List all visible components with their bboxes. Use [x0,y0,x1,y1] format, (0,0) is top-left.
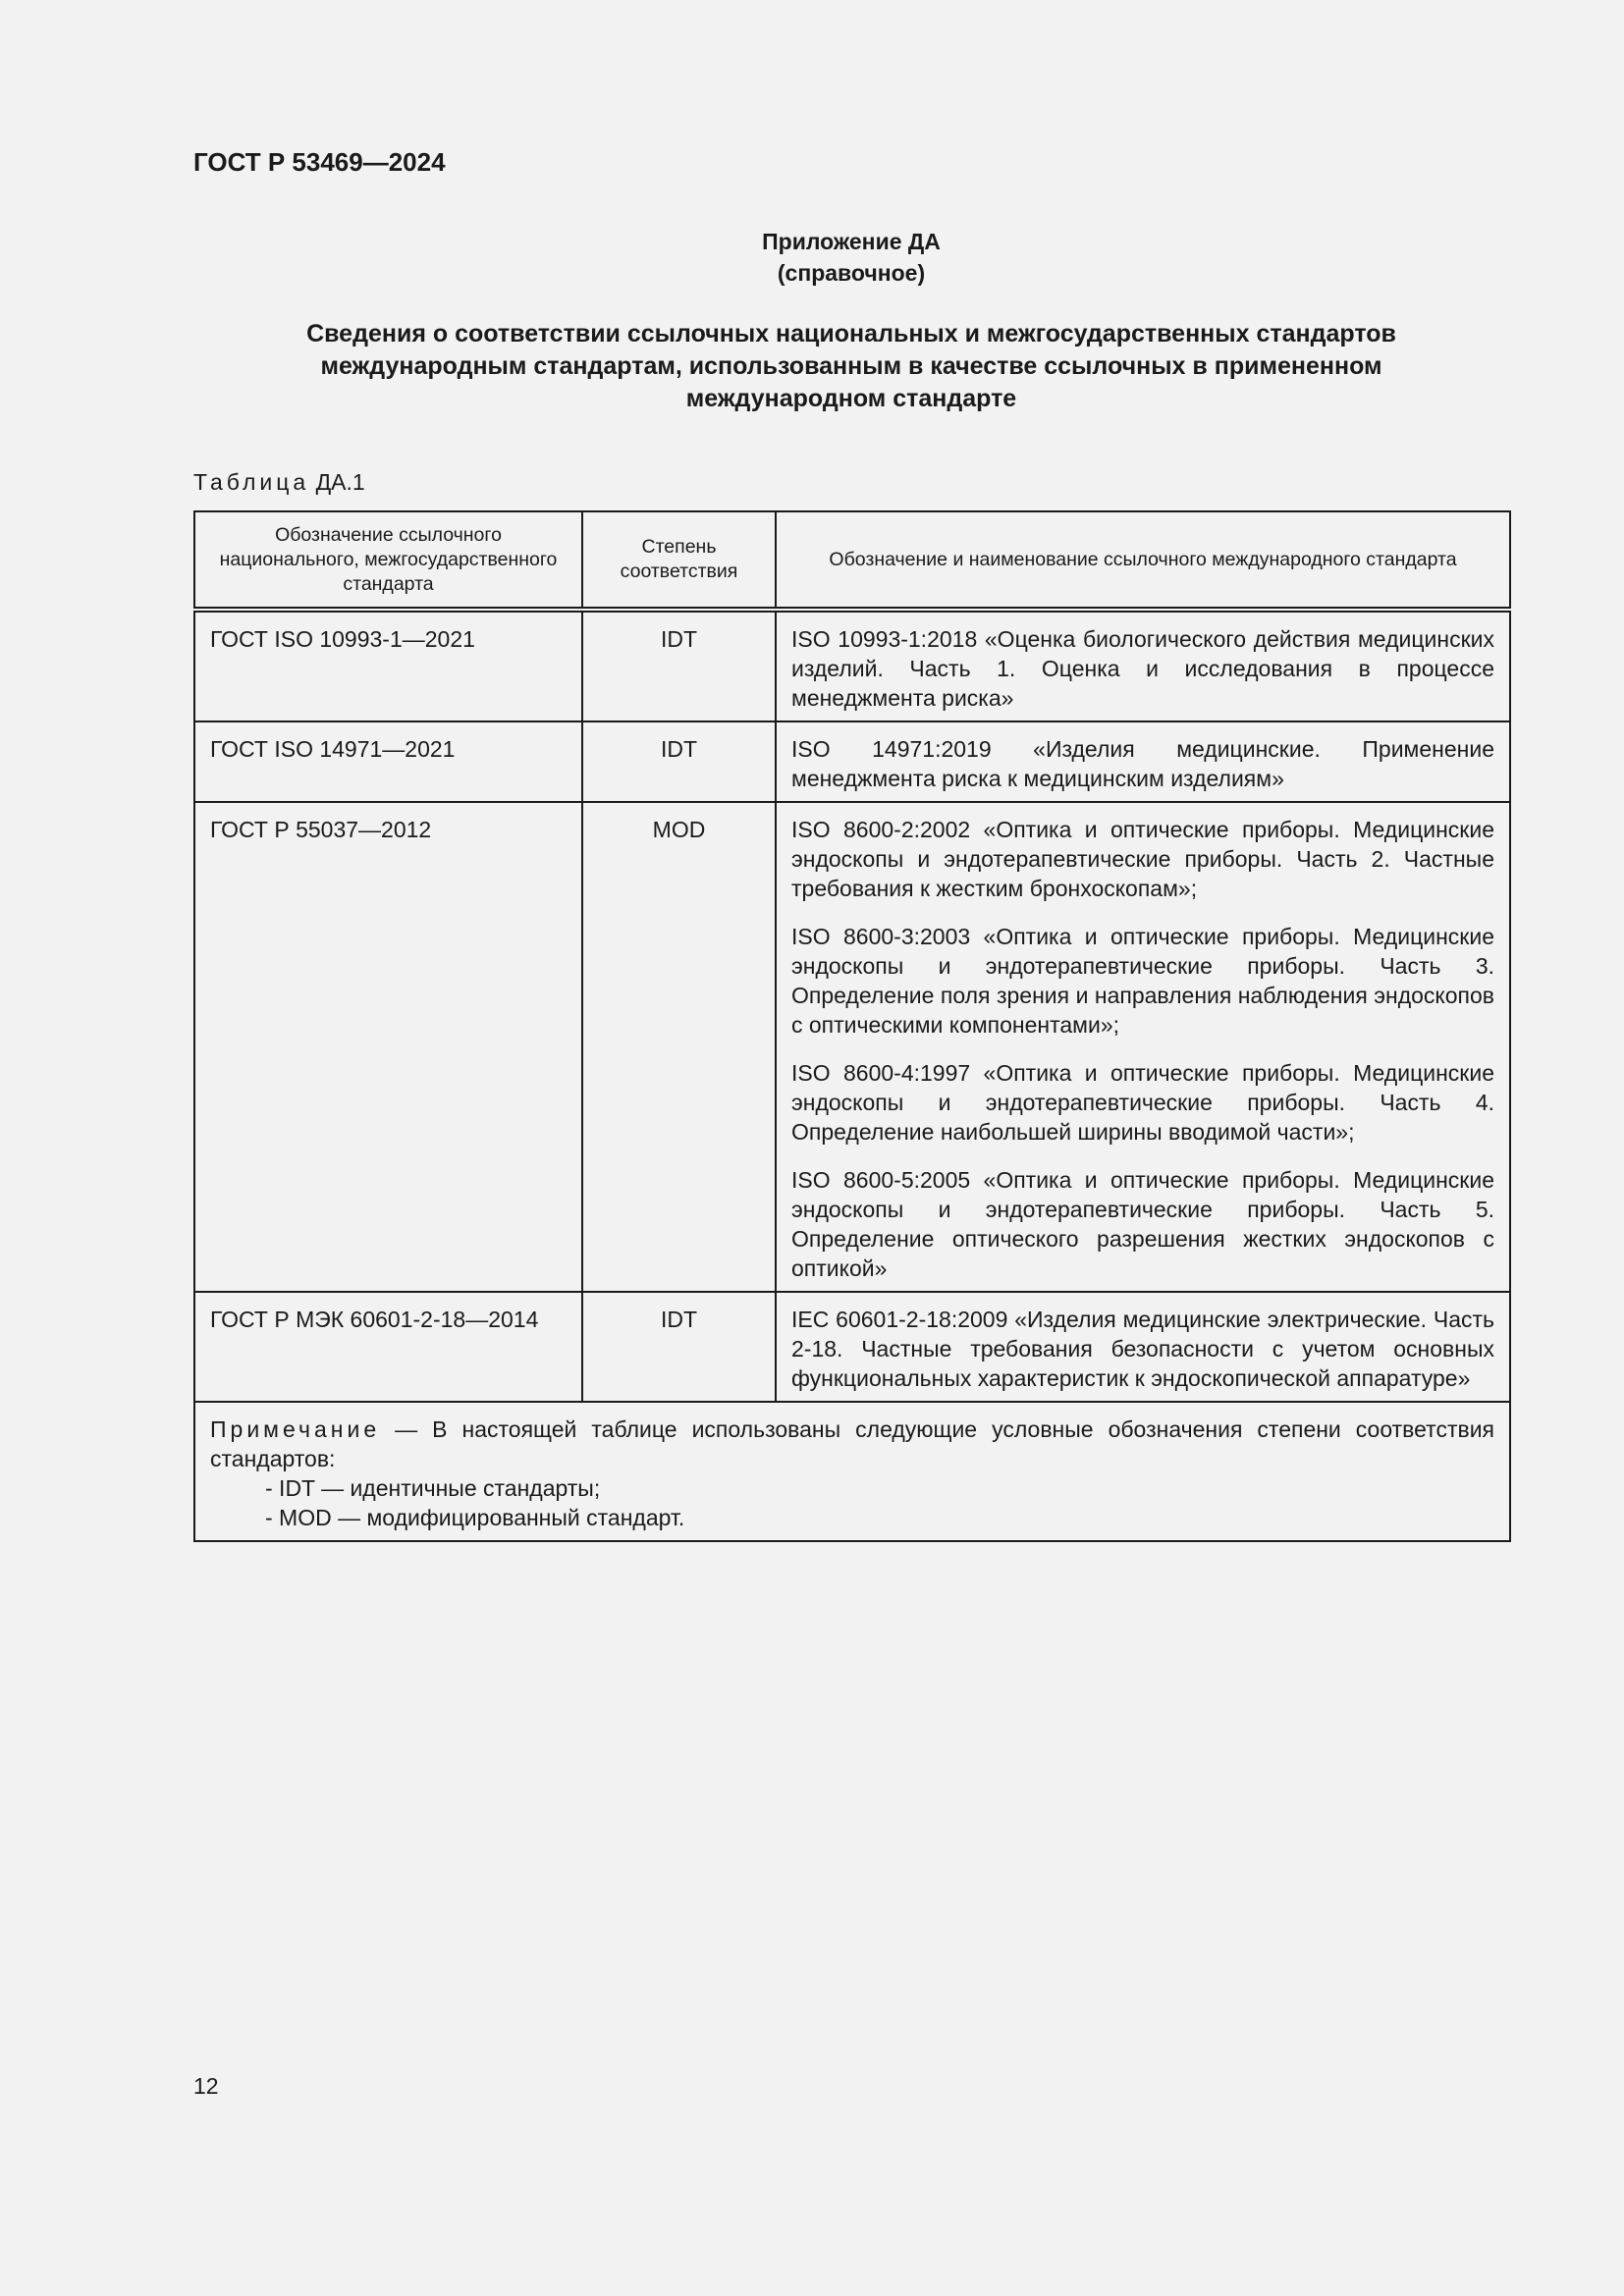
reference-text: IEC 60601-2-18:2009 «Изделия медицинские электрические. Часть 2-18. Частные требования безопасности с учетом основных функциональных характеристик к эндоскопической аппаратуре» [791,1307,1494,1391]
international-standard-cell [776,721,1510,802]
national-standard-cell: ГОСТ ISO 10993-1—2021 [194,610,582,721]
page-number: 12 [193,2073,219,2099]
reference-text: ISO 8600-2:2002 «Оптика и оптические приборы. Медицинские эндоскопы и эндотерапевтические приборы. Часть 2. Частные требования к жестким бронхоскопам»; [791,817,1494,901]
table-row [194,610,1510,721]
national-standard-cell: ГОСТ Р МЭК 60601-2-18—2014 [194,1292,582,1402]
degree-cell: IDT [582,721,776,802]
table-note [194,1402,1510,1541]
main-title-line-2: международным стандартам, использованным в качестве ссылочных в примененном [320,352,1382,380]
table-header-row [194,511,1510,610]
table-caption-number: ДА.1 [315,469,365,495]
table-row [194,802,1510,1292]
main-title-line-3: международном стандарте [685,385,1017,412]
international-standard-cell [776,802,1510,1292]
degree-cell: MOD [582,802,776,1292]
column-header-international-standard: Обозначение и наименование ссылочного международного стандарта [776,511,1510,610]
note-label: Примечание [210,1416,381,1442]
national-standard-cell: ГОСТ Р 55037—2012 [194,802,582,1292]
reference-text: ISO 8600-4:1997 «Оптика и оптические приборы. Медицинские эндоскопы и эндотерапевтические приборы. Часть 4. Определение наибольшей ширины вводимой части»; [791,1060,1494,1145]
reference-text: ISO 10993-1:2018 «Оценка биологического действия медицинских изделий. Часть 1. Оценка и исследования в процессе менеджмента риска» [791,626,1494,711]
table-row [194,721,1510,802]
document-code: ГОСТ Р 53469—2024 [193,147,446,177]
column-header-degree: Степень соответствия [582,511,776,610]
table-note-row [194,1402,1510,1541]
international-standard-cell [776,610,1510,721]
main-title [193,318,1509,415]
reference-text: ISO 14971:2019 «Изделия медицинские. Применение менеджмента риска к медицинским изделиям» [791,736,1494,791]
note-body: — В настоящей таблице использованы следующие условные обозначения степени соответствия стандартов: [210,1416,1494,1471]
table-caption [193,469,365,496]
table-row [194,1292,1510,1402]
annex-subtitle: (справочное) [777,260,926,286]
degree-cell: IDT [582,610,776,721]
reference-text: ISO 8600-5:2005 «Оптика и оптические приборы. Медицинские эндоскопы и эндотерапевтические приборы. Часть 5. Определение оптического разрешения жестких эндоскопов с оптикой» [791,1167,1494,1281]
column-header-national-standard: Обозначение ссылочного национального, межгосударственного стандарта [194,511,582,610]
note-text [210,1415,1494,1473]
annex-heading [193,226,1509,289]
international-standard-cell [776,1292,1510,1402]
main-title-line-1: Сведения о соответствии ссылочных национальных и межгосударственных стандартов [306,320,1396,347]
annex-title: Приложение ДА [762,229,941,254]
standards-table [193,510,1511,1542]
degree-cell: IDT [582,1292,776,1402]
note-item-mod: - MOD — модифицированный стандарт. [265,1505,685,1530]
table-caption-label: Таблица [193,469,310,495]
reference-text: ISO 8600-3:2003 «Оптика и оптические приборы. Медицинские эндоскопы и эндотерапевтические приборы. Часть 3. Определение поля зрения и направления наблюдения эндоскопов с оптическими компонентами»; [791,924,1494,1038]
note-item-idt: - IDT — идентичные стандарты; [265,1475,601,1501]
national-standard-cell: ГОСТ ISO 14971—2021 [194,721,582,802]
